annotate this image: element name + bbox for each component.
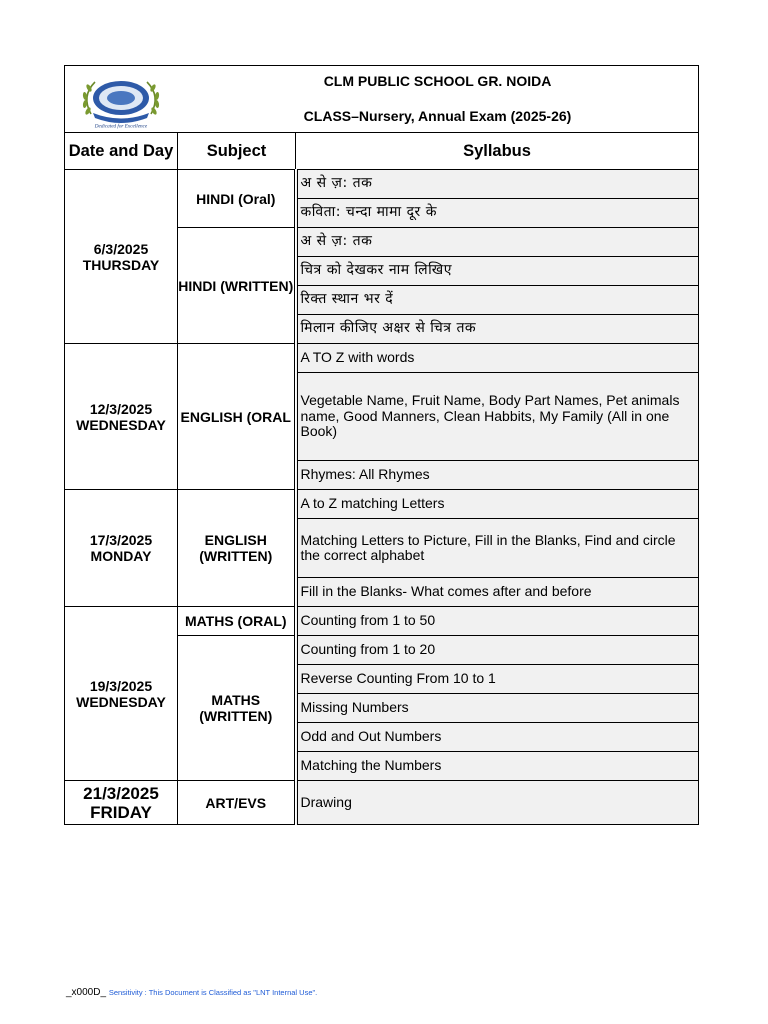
syllabus-item: Matching the Numbers — [296, 752, 699, 781]
exam-day: WEDNESDAY — [76, 416, 166, 433]
subject-cell: MATHS (ORAL) — [178, 607, 296, 636]
subject-cell: ENGLISH (WRITTEN) — [178, 490, 296, 607]
sensitivity-label: Sensitivity : This Document is Classified as "LNT Internal Use". — [108, 988, 318, 997]
logo-motto: Dedicated for Excellence — [94, 123, 148, 130]
syllabus-item: Odd and Out Numbers — [296, 723, 699, 752]
syllabus-item: Reverse Counting From 10 to 1 — [296, 665, 699, 694]
exam-day: THURSDAY — [82, 256, 160, 273]
table-row — [65, 781, 699, 825]
syllabus-item: A TO Z with words — [296, 344, 699, 373]
exam-date: 19/3/2025 — [89, 677, 153, 694]
exam-day: WEDNESDAY — [76, 693, 166, 710]
class-exam-title: CLASS–Nursery, Annual Exam (2025-26) — [303, 108, 572, 124]
exam-date: 6/3/2025 — [93, 240, 149, 257]
syllabus-item: Fill in the Blanks- What comes after and before — [296, 578, 699, 607]
subject-cell — [178, 636, 296, 781]
school-crest-logo — [73, 74, 169, 130]
subject-cell — [178, 228, 296, 344]
syllabus-item: A to Z matching Letters — [296, 490, 699, 519]
syllabus-item: मिलान कीजिए अक्षर से चित्र तक — [296, 315, 699, 344]
exam-date: 17/3/2025 — [89, 532, 153, 548]
subject-name: MATHS (WRITTEN) — [199, 692, 273, 724]
syllabus-item: Rhymes: All Rhymes — [296, 461, 699, 490]
exam-schedule-sheet — [64, 65, 698, 825]
column-header-row — [65, 133, 699, 170]
exam-date-cell — [65, 490, 178, 607]
syllabus-item: चित्र को देखकर नाम लिखिए — [296, 257, 699, 286]
syllabus-item: अ से ज़: तक — [296, 228, 699, 257]
subject-cell: ART/EVS — [178, 781, 296, 825]
syllabus-item: Drawing — [296, 781, 699, 825]
exam-date-cell — [65, 607, 178, 781]
table-row — [65, 170, 699, 199]
syllabus-item: Missing Numbers — [296, 694, 699, 723]
document-footer — [66, 987, 317, 998]
table-row — [65, 607, 699, 636]
exam-date-cell — [65, 781, 178, 825]
exam-day: MONDAY — [90, 548, 152, 564]
table-row — [65, 490, 699, 519]
column-header-date: Date and Day — [65, 133, 178, 170]
table-row — [65, 344, 699, 373]
syllabus-item: Matching Letters to Picture, Fill in the Blanks, Find and circle the correct alphabet — [296, 519, 699, 578]
footer-code: _x000D_ — [66, 987, 107, 998]
syllabus-item: Vegetable Name, Fruit Name, Body Part Names, Pet animals name, Good Manners, Clean Habbits, My Family (All in one Book) — [296, 373, 699, 461]
exam-schedule-table — [64, 65, 699, 825]
header-row — [65, 66, 699, 133]
syllabus-item: Counting from 1 to 20 — [296, 636, 699, 665]
exam-date-cell — [65, 344, 178, 490]
subject-cell: ENGLISH (ORAL — [178, 344, 296, 490]
subject-name: HINDI (WRITTEN) — [178, 277, 294, 294]
exam-day: FRIDAY — [90, 802, 152, 822]
exam-date: 21/3/2025 — [83, 783, 159, 803]
exam-date-cell — [65, 170, 178, 344]
column-header-syllabus: Syllabus — [296, 133, 699, 170]
syllabus-item: अ से ज़: तक — [296, 170, 699, 199]
exam-date: 12/3/2025 — [89, 400, 153, 417]
column-header-subject: Subject — [178, 133, 296, 170]
subject-cell: HINDI (Oral) — [178, 170, 296, 228]
syllabus-item: कविता: चन्दा मामा दूर के — [296, 199, 699, 228]
school-header — [65, 66, 699, 133]
syllabus-item: Counting from 1 to 50 — [296, 607, 699, 636]
school-name: CLM PUBLIC SCHOOL GR. NOIDA — [323, 73, 552, 89]
syllabus-item: रिक्त स्थान भर दें — [296, 286, 699, 315]
